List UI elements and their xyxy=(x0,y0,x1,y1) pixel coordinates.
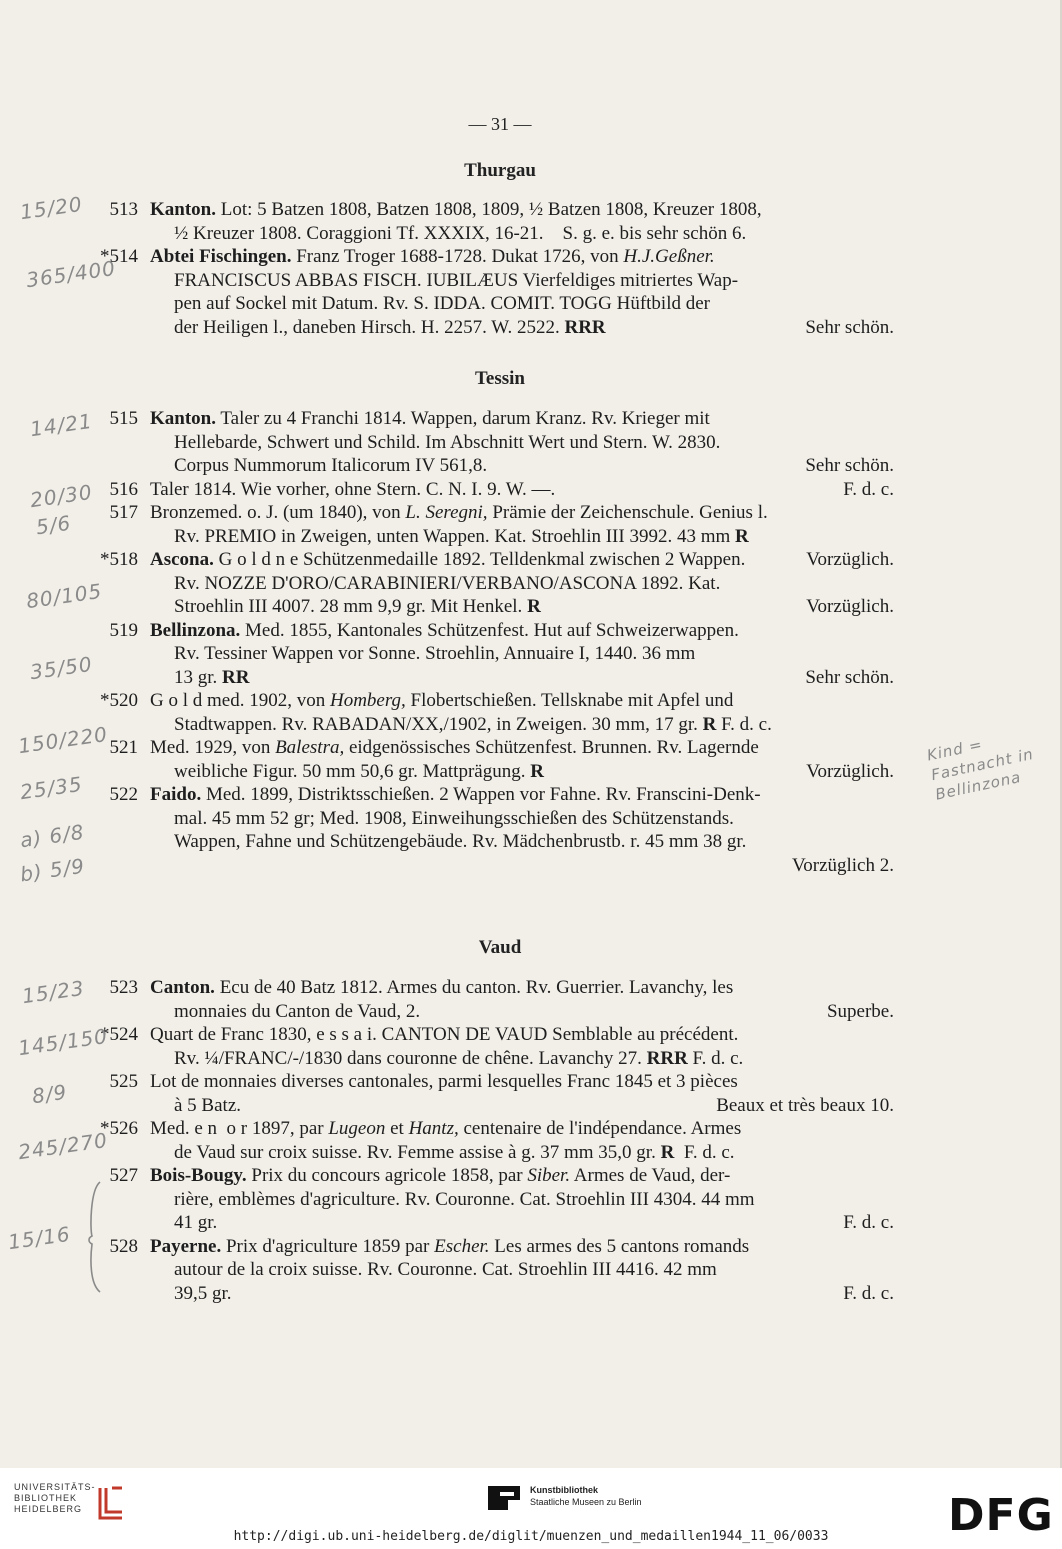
lot-number: *514 xyxy=(100,246,138,267)
entry-line xyxy=(174,316,1060,340)
lot-number: 528 xyxy=(109,1235,138,1257)
lot-number: 519 xyxy=(109,619,138,641)
entry-line xyxy=(174,431,1060,455)
section-title-thurgau: Thurgau xyxy=(464,160,536,181)
lot-number: 523 xyxy=(109,977,138,998)
entry-line xyxy=(174,1258,1060,1282)
footer xyxy=(0,1468,1062,1549)
entry-line xyxy=(150,689,1060,713)
italic-text: Hantz, xyxy=(408,1118,459,1139)
entry-text: à 5 Batz. xyxy=(174,1094,242,1116)
entry-text: Hellebarde, Schwert und Schild. Im Abschnitt Wert und Stern. W. 2830. xyxy=(174,431,721,453)
entry-line xyxy=(174,525,1060,549)
entry-line xyxy=(150,245,1060,269)
lot-number: 527 xyxy=(109,1165,138,1186)
handwritten-price-518: 80/105 xyxy=(24,578,104,614)
entry-line xyxy=(174,1000,1060,1024)
entry-line xyxy=(150,619,1060,643)
bold-text: Faido. xyxy=(150,784,202,805)
entry-text: Ecu de 40 Batz 1812. Armes du canton. Rv. Guerrier. Lavanchy, les xyxy=(214,977,734,998)
entry-text: Rv. ¼/FRANC/-/1830 dans couronne de chêne. Lavanchy 27. xyxy=(174,1047,647,1069)
entry-line xyxy=(150,198,1060,222)
bold-text: Bellinzona. xyxy=(150,619,241,641)
condition-grade: F. d. c. xyxy=(843,1212,894,1233)
entry-text: Rv. NOZZE D'ORO/CARABINIERI/VERBANO/ASCONA 1892. Kat. xyxy=(174,572,721,594)
entry-text: Med. e n o r 1897, par xyxy=(150,1118,329,1139)
catalog-entry xyxy=(0,1117,1060,1164)
entry-text: Lot: 5 Batzen 1808, Batzen 1808, 1809, ½ Batzen 1808, Kreuzer 1808, xyxy=(216,199,762,220)
bold-text: R xyxy=(530,760,544,782)
bold-text: Bois-Bougy. xyxy=(150,1165,247,1186)
catalog-entry xyxy=(0,1023,1060,1070)
entry-text: Med. 1899, Distriktsschießen. 2 Wappen vor Fahne. Rv. Franscini-Denk- xyxy=(201,784,761,805)
kunstbibliothek-logo-icon xyxy=(486,1482,522,1512)
entry-line xyxy=(174,642,1060,666)
lot-number: 513 xyxy=(109,199,138,220)
bold-text: Canton. xyxy=(150,977,215,998)
entry-text: Stroehlin III 4007. 28 mm 9,9 gr. Mit Henkel. xyxy=(174,596,528,617)
condition-grade: Beaux et très beaux 10. xyxy=(716,1094,894,1116)
entry-line xyxy=(174,830,1060,854)
entry-line xyxy=(174,1282,1060,1306)
entry-text: de Vaud sur croix suisse. Rv. Femme assise à g. 37 mm 35,0 gr. xyxy=(174,1141,661,1163)
entry-text: der Heiligen l., daneben Hirsch. H. 2257. W. 2522. xyxy=(174,316,565,338)
italic-text: L. Seregni, xyxy=(405,502,488,523)
handwritten-price-525: 8/9 xyxy=(30,1079,69,1109)
handwritten-price-523: 15/23 xyxy=(20,975,87,1009)
university-library-logo[interactable]: UNIVERSITÄTS- BIBLIOTHEK HEIDELBERG xyxy=(14,1482,96,1514)
catalog-entry xyxy=(0,245,1060,339)
handwritten-price-522a: a) 6/8 xyxy=(18,819,86,853)
entry-text: Prix d'agriculture 1859 par xyxy=(221,1235,435,1257)
entry-line xyxy=(174,454,1060,478)
lot-number: 516 xyxy=(109,478,138,500)
entry-line xyxy=(174,1047,1060,1071)
condition-grade: Superbe. xyxy=(826,1000,894,1022)
handwritten-price-519: 35/50 xyxy=(28,651,95,685)
entry-line xyxy=(150,1164,1060,1188)
handwritten-price-522b: b) 5/9 xyxy=(18,853,87,887)
catalog-entry xyxy=(0,407,1060,478)
entry-text: Med. 1929, von xyxy=(150,737,276,758)
bold-text: RRR xyxy=(646,1047,688,1069)
entry-text: et xyxy=(385,1118,409,1139)
entry-line xyxy=(174,595,1060,619)
entry-line xyxy=(150,501,1060,525)
italic-text: Lugeon xyxy=(328,1118,386,1139)
entry-text: Taler zu 4 Franchi 1814. Wappen, darum Kranz. Rv. Krieger mit xyxy=(216,408,710,429)
catalog-entry xyxy=(0,689,1060,736)
entries-thurgau xyxy=(0,198,1060,339)
condition-grade: Vorzüglich. xyxy=(806,549,894,570)
handwritten-price-516: 20/30 xyxy=(28,479,95,513)
entry-text: Armes de Vaud, der- xyxy=(570,1165,731,1186)
entry-text: F. d. c. xyxy=(687,1047,744,1069)
bold-text: RRR xyxy=(564,316,606,338)
section-title-tessin: Tessin xyxy=(475,368,525,389)
entry-line xyxy=(174,1094,1060,1118)
bold-text: Payerne. xyxy=(150,1235,222,1257)
entry-text: Prämie der Zeichenschule. Genius l. xyxy=(487,502,768,523)
condition-grade: Sehr schön. xyxy=(805,316,894,338)
lot-number: 517 xyxy=(109,502,138,523)
entry-text: pen auf Sockel mit Datum. Rv. S. IDDA. COMIT. TOGG Hüftbild der xyxy=(174,293,710,314)
entry-line xyxy=(174,1141,1060,1165)
entry-line xyxy=(150,1070,1060,1094)
entry-text: Rv. Tessiner Wappen vor Sonne. Stroehlin, Annuaire I, 1440. 36 mm xyxy=(174,643,696,664)
lot-number: 521 xyxy=(109,737,138,758)
condition-grade: Sehr schön. xyxy=(805,666,894,688)
entry-line xyxy=(174,1188,1060,1212)
bold-text: Kanton. xyxy=(150,408,216,429)
entry-text: eidgenössisches Schützenfest. Brunnen. Rv. Lagernde xyxy=(344,737,759,758)
handwritten-price-527: 15/16 xyxy=(6,1221,73,1255)
catalog-entry xyxy=(0,736,1060,783)
entry-line xyxy=(174,807,1060,831)
lot-number: *524 xyxy=(100,1024,138,1045)
entry-line xyxy=(174,1211,1060,1235)
entry-text: G o l d med. 1902, von xyxy=(150,690,330,711)
entry-text: G o l d n e Schützenmedaille 1892. Telldenkmal zwischen 2 Wappen. xyxy=(213,549,746,570)
bold-text: Ascona. xyxy=(150,549,214,570)
handwritten-price-520: 150/220 xyxy=(16,721,110,759)
catalog-entry xyxy=(0,198,1060,245)
handwritten-price-513: 15/20 xyxy=(18,191,85,225)
bold-text: R xyxy=(660,1141,675,1163)
entry-text: 13 gr. xyxy=(174,666,223,688)
entry-text: monnaies du Canton de Vaud, 2. xyxy=(174,1000,421,1022)
entry-line xyxy=(150,1023,1060,1047)
entry-text: 41 gr. xyxy=(174,1212,218,1233)
entry-line xyxy=(174,572,1060,596)
entry-line xyxy=(150,478,1060,502)
entry-text: autour de la croix suisse. Rv. Couronne. Cat. Stroehlin III 4416. 42 mm xyxy=(174,1259,717,1280)
condition-grade: F. d. c. xyxy=(843,1282,894,1304)
bold-text: R xyxy=(702,713,717,735)
italic-text: H.J.Geßner. xyxy=(623,246,715,267)
handwritten-price-524: 145/150 xyxy=(16,1023,110,1061)
university-seal-icon xyxy=(96,1484,126,1522)
dfg-logo: DFG xyxy=(948,1490,1054,1541)
condition-grade: Vorzüglich. xyxy=(806,760,894,782)
entry-text: Bronzemed. o. J. (um 1840), von xyxy=(150,502,406,523)
entry-line xyxy=(174,760,1060,784)
catalog-entry xyxy=(0,548,1060,619)
entry-text: ½ Kreuzer 1808. Coraggioni Tf. XXXIX, 16-21. S. g. e. bis sehr schön 6. xyxy=(174,222,747,244)
kunstbibliothek-label: Kunstbibliothek Staatliche Museen zu Berlin xyxy=(530,1485,642,1507)
entry-line xyxy=(174,269,1060,293)
italic-text: Escher. xyxy=(434,1235,490,1257)
handwritten-price-517: 5/6 xyxy=(34,510,73,540)
condition-grade: Vorzüglich. xyxy=(806,596,894,617)
handwritten-price-515: 14/21 xyxy=(28,408,95,442)
section-title-vaud: Vaud xyxy=(478,937,522,958)
lot-number: 515 xyxy=(109,408,138,429)
entry-text: Med. 1855, Kantonales Schützenfest. Hut auf Schweizerwappen. xyxy=(240,619,739,641)
bold-text: Kanton. xyxy=(150,199,216,220)
entry-text: Quart de Franc 1830, e s s a i. CANTON DE VAUD Semblable au précédent. xyxy=(150,1024,739,1045)
bold-text: Abtei Fischingen. xyxy=(150,246,292,267)
entry-text: Prix du concours agricole 1858, par xyxy=(246,1165,528,1186)
entry-line xyxy=(150,548,1060,572)
entry-text: weibliche Figur. 50 mm 50,6 gr. Mattprägung. xyxy=(174,760,531,782)
bold-text: R xyxy=(527,596,541,617)
page-url[interactable]: http://digi.ub.uni-heidelberg.de/diglit/muenzen_und_medaillen1944_11_06/0033 xyxy=(233,1529,829,1544)
catalog-entry xyxy=(0,1235,1060,1306)
handwritten-margin-note: Kind = Fastnacht in Bellinzona xyxy=(925,735,1036,804)
lot-number: *520 xyxy=(100,690,138,711)
entry-line xyxy=(150,1235,1060,1259)
lot-number: *526 xyxy=(100,1118,138,1139)
entry-line xyxy=(150,1117,1060,1141)
catalog-entry xyxy=(0,1070,1060,1117)
entry-text: centenaire de l'indépendance. Armes xyxy=(458,1118,742,1139)
lot-number: *518 xyxy=(100,549,138,570)
entry-text: Flobertschießen. Tellsknabe mit Apfel und xyxy=(405,690,734,711)
catalog-entry xyxy=(0,976,1060,1023)
entry-text: Wappen, Fahne und Schützengebäude. Rv. Mädchenbrustb. r. 45 mm 38 gr. xyxy=(174,831,747,852)
entry-line xyxy=(174,713,1060,737)
entry-line xyxy=(150,736,1060,760)
condition-grade: Vorzüglich 2. xyxy=(791,854,894,876)
entry-text: 39,5 gr. xyxy=(174,1282,232,1304)
entry-text: Taler 1814. Wie vorher, ohne Stern. C. N. I. 9. W. —. xyxy=(150,478,556,500)
entry-text: FRANCISCUS ABBAS FISCH. IUBILÆUS Vierfeldiges mitriertes Wap- xyxy=(174,269,739,291)
bold-text: RR xyxy=(222,666,250,688)
entry-line xyxy=(150,976,1060,1000)
page-number: — 31 — xyxy=(468,114,532,134)
catalog-entry xyxy=(0,478,1060,502)
entry-text: Rv. PREMIO in Zweigen, unten Wappen. Kat. Stroehlin III 3992. 43 mm xyxy=(174,525,736,547)
entries-vaud xyxy=(0,976,1060,1305)
entry-line xyxy=(174,292,1060,316)
entry-text: rière, emblèmes d'agriculture. Rv. Couronne. Cat. Stroehlin III 4304. 44 mm xyxy=(174,1188,755,1210)
italic-text: Homberg, xyxy=(329,690,406,711)
bold-text: R xyxy=(735,525,749,547)
entry-text: F. d. c. xyxy=(716,713,772,735)
italic-text: Siber. xyxy=(527,1165,571,1186)
entry-line xyxy=(150,407,1060,431)
entry-line xyxy=(150,783,1060,807)
catalog-entry xyxy=(0,1164,1060,1235)
handwritten-price-514: 365/400 xyxy=(24,255,118,293)
entry-text: F. d. c. xyxy=(674,1141,735,1163)
italic-text: Balestra, xyxy=(275,737,345,758)
entry-text: Franz Troger 1688-1728. Dukat 1726, von xyxy=(291,246,624,267)
lot-number: 525 xyxy=(109,1071,138,1092)
entry-text: Lot de monnaies diverses cantonales, parmi lesquelles Franc 1845 et 3 pièces xyxy=(150,1071,738,1092)
catalog-entry xyxy=(0,619,1060,690)
condition-grade: Sehr schön. xyxy=(805,455,894,476)
entry-text: Corpus Nummorum Italicorum IV 561,8. xyxy=(174,455,488,476)
condition-grade: F. d. c. xyxy=(843,478,894,500)
handwritten-price-526: 245/270 xyxy=(16,1127,110,1165)
entry-line xyxy=(174,666,1060,690)
entry-text: Stadtwappen. Rv. RABADAN/XX,/1902, in Zweigen. 30 mm, 17 gr. xyxy=(174,713,703,735)
entry-text: Les armes des 5 cantons romands xyxy=(489,1235,750,1257)
entry-line xyxy=(174,222,1060,246)
handwritten-price-521: 25/35 xyxy=(18,771,85,805)
lot-number: 522 xyxy=(109,784,138,805)
entry-text: mal. 45 mm 52 gr; Med. 1908, Einweihungsschießen des Schützenstands. xyxy=(174,807,734,829)
handwritten-bracket xyxy=(84,1180,104,1294)
